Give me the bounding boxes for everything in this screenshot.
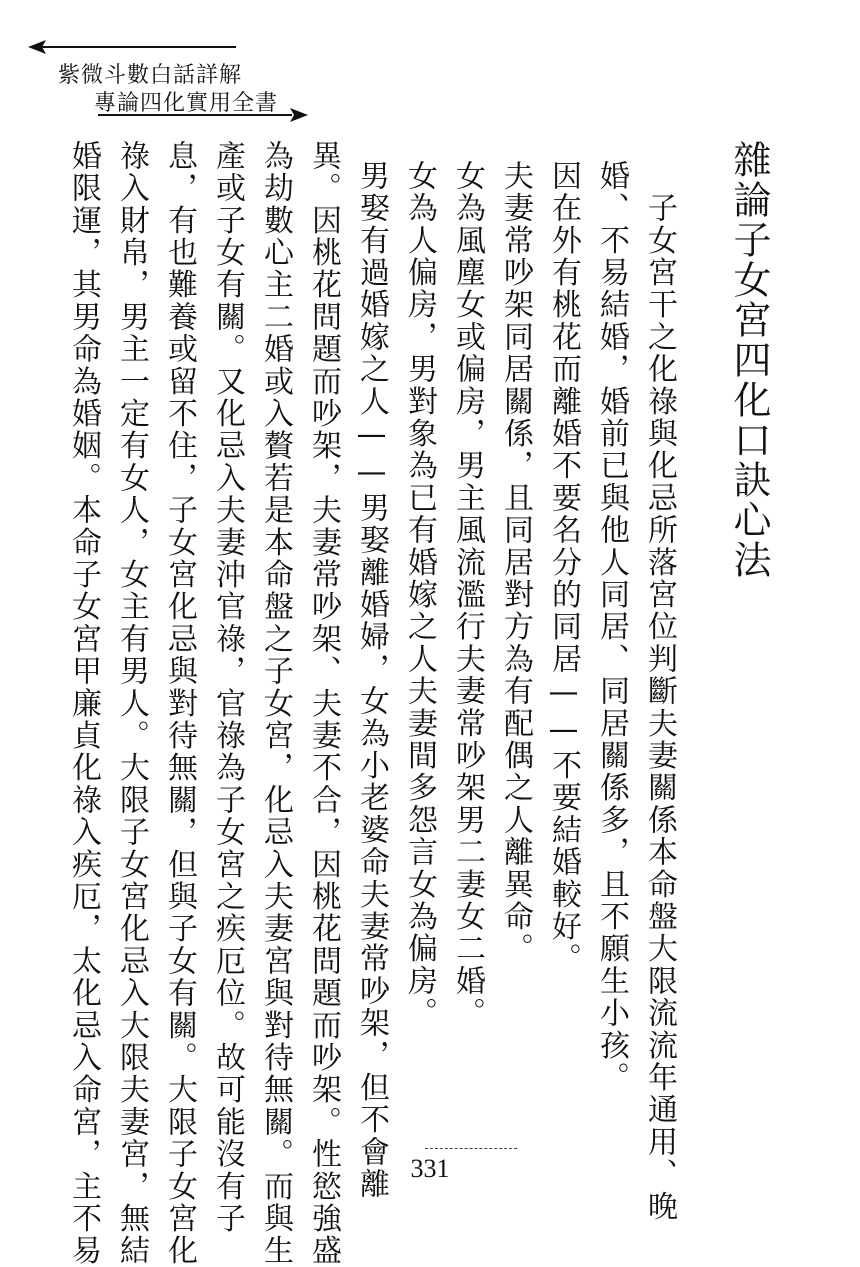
text-column-2: 婚、不易結婚，婚前已與他人同居、同居關係多，且不願生小孩。 <box>594 160 629 1094</box>
text-column-5: 女為風塵女或偏房，男主風流濫行夫妻常吵架男二妻女二婚。 <box>450 160 485 1030</box>
text-column-6: 女為人偏房，男對象為已有婚嫁之人夫妻間多怨言女為偏房。 <box>402 160 437 1030</box>
left-arrow-icon <box>28 38 238 56</box>
section-title: 雜論子女宮四化口訣心法 <box>727 140 771 580</box>
text-column-8: 異。因桃花問題而吵架，夫妻常吵架、夫妻不合，因桃花問題而吵架。性慾強盛 <box>306 140 341 1267</box>
text-column-12: 祿入財帛，男主一定有女人，女主有男人。大限子女宮化忌入大限夫妻宮，無結 <box>114 140 149 1267</box>
right-arrow-icon <box>98 106 308 124</box>
page-number: 331 <box>410 1154 450 1183</box>
footer-rule <box>425 1148 517 1149</box>
series-title: 專論四化實用全書 <box>94 91 279 116</box>
text-column-7: 男娶有過婚嫁之人——男娶離婚婦，女為小老婆命夫妻常吵架，但不會離 <box>354 160 389 1201</box>
text-column-9: 為劫數心主二婚或入贅若是本命盤之子女宮，化忌入夫妻宮與對待無關。而與生 <box>258 140 293 1267</box>
text-column-13: 婚限運，其男命為婚姻。本命子女宮甲廉貞化祿入疾厄，太化忌入命宮，主不易 <box>66 140 101 1267</box>
book-title: 紫微斗數白話詳解 <box>58 63 243 88</box>
text-column-3: 因在外有桃花而離婚不要名分的同居——不要結婚較好。 <box>546 160 581 975</box>
running-header <box>28 38 328 128</box>
text-column-11: 息，有也難養或留不住，子女宮化忌與對待無關，但與子女有關。大限子女宮化 <box>162 140 197 1267</box>
text-column-4: 夫妻常吵架同居關係，且同居對方為有配偶之人離異命。 <box>498 160 533 965</box>
text-column-1: 子女宮干之化祿與化忌所落宮位判斷夫妻關係本命盤大限流流年通用、晚 <box>642 160 677 1223</box>
text-column-10: 產或子女有關。又化忌入夫妻沖官祿，官祿為子女宮之疾厄位。故可能沒有子 <box>210 140 245 1235</box>
